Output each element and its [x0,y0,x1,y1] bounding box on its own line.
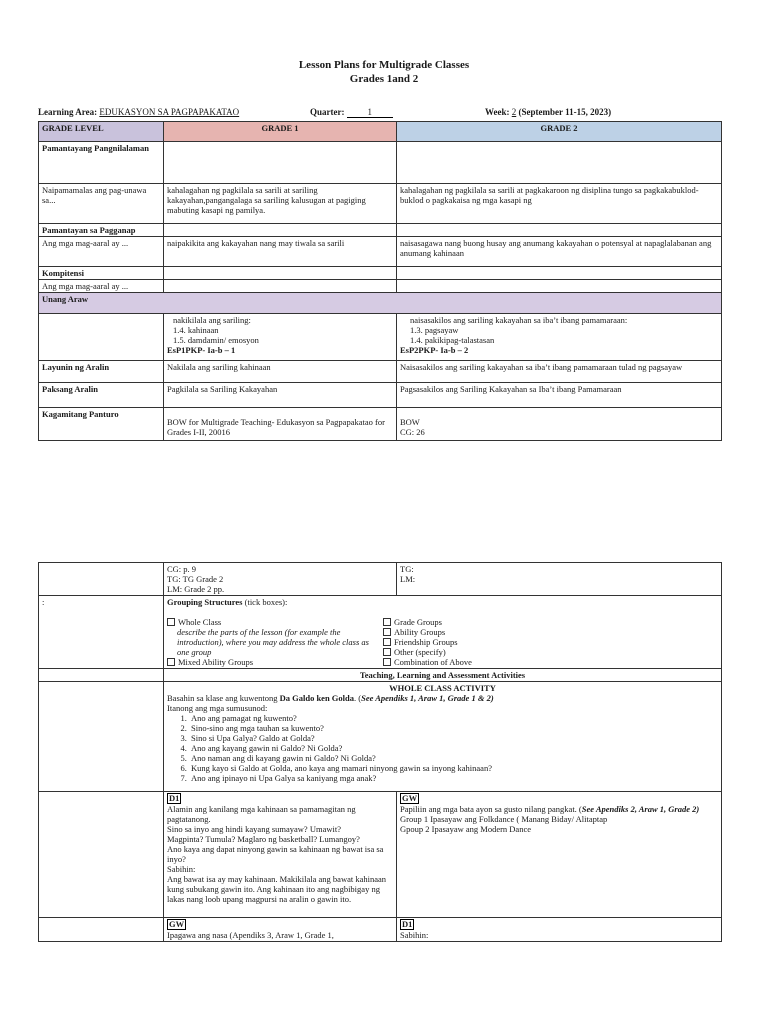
paksang-grade1: Pagkilala sa Sariling Kakayahan [164,383,397,408]
grade1-competency: nakikilala ang sariling: 1.4. kahinaan 1.5. damdamin/ emosyon EsP1PKP- Ia-b – 1 [164,314,397,361]
ability-groups-option[interactable]: Ability Groups [383,627,472,637]
paksang-grade2: Pagsasakilos ang Sariling Kakayahan sa Iba’t ibang Pamamaraan [397,383,722,408]
grouping-structures: Grouping Structures (tick boxes): Whole Class describe the parts of the lesson (for example the introduction), where you may address the whole class as one group Mixed Ability Groups Grade Groups Ability Groups Friendship Groups Other (specify) Combination of Above [164,596,722,669]
layunin-grade1: Nakilala ang sariling kahinaan [164,361,397,383]
pagganap-mag-aaral-label: Ang mga mag-aaral ay ... [39,237,164,267]
week-dates: (September 11-15, 2023) [518,107,612,117]
friendship-groups-option[interactable]: Friendship Groups [383,637,472,647]
lesson-plan-table-2 [38,562,722,942]
grade1-header: GRADE 1 [164,122,397,142]
quarter-value: 1 [347,107,393,118]
list-item: 7. Ano ang ipinayo ni Upa Galya sa kaniyang mga anak? [189,773,718,783]
gw-tag: GW [169,919,185,929]
tla-title: Teaching, Learning and Assessment Activities [164,669,722,682]
lesson-plan-table-1 [38,121,722,441]
grade-groups-option[interactable]: Grade Groups [383,617,472,627]
whole-class-description: describe the parts of the lesson (for example the introduction), where you may address the whole class as one group [177,627,369,657]
learning-area-row [38,107,239,117]
colon-cell: : [39,596,164,669]
mixed-ability-checkbox[interactable] [167,658,175,666]
grade2-competency: naisasakilos ang sariling kakayahan sa iba’t ibang pamamaraan: 1.3. pagsayaw 1.4. pakikipag-talastasan EsP2PKP- Ia-b – 2 [397,314,722,361]
grade2-direct-teaching: D1 Sabihin: [397,918,722,942]
d1-tag: D1 [402,919,413,929]
grade2-competency-code: EsP2PKP- Ia-b – 2 [400,345,469,355]
week-row [485,107,611,117]
list-item: 4. Ano ang kayang gawin ni Galdo? Ni Golda? [189,743,718,753]
references-grade1: CG: p. 9 TG: TG Grade 2 LM: Grade 2 pp. [164,563,397,596]
learning-area-value: EDUKASYON SA PAGPAPAKATAO [99,107,240,117]
mixed-ability-option[interactable]: Mixed Ability Groups [167,657,383,667]
quarter-row [310,107,393,118]
d1-tag: D1 [169,793,180,803]
kompitensi-label: Kompitensi [39,267,164,280]
whole-class-checkbox[interactable] [167,618,175,626]
other-checkbox[interactable] [383,648,391,656]
pamantayang-pangnilalaman-label: Pamantayang Pangnilalaman [39,142,164,184]
week-label: Week: [485,107,510,117]
document-subtitle: Grades 1and 2 [349,73,419,85]
wca-intro: Basahin sa klase ang kuwentong Da Galdo ken Golda. (See Apendiks 1, Araw 1, Grade 1 & 2) [167,693,494,703]
grade1-competency-code: EsP1PKP- Ia-b – 1 [167,345,236,355]
list-item: 2. Sino-sino ang mga tauhan sa kuwento? [189,723,718,733]
grade-groups-checkbox[interactable] [383,618,391,626]
pamantayan-pagganap-label: Pamantayan sa Pagganap [39,224,164,237]
other-option[interactable]: Other (specify) [383,647,472,657]
wca-title: WHOLE CLASS ACTIVITY [389,683,496,693]
naipamamalas-label: Naipamamalas ang pag-unawa sa... [39,184,164,224]
question-list [167,713,718,783]
layunin-grade2: Naisasakilos ang sariling kakayahan sa iba’t ibang pamamaraan tulad ng pagsayaw [397,361,722,383]
gw-tag: GW [402,793,418,803]
grade1-direct-teaching: D1 Alamin ang kanilang mga kahinaan sa pamamagitan ng pagtatanong. Sino sa inyo ang hindi kayang sumayaw? Umawit? Magpinta? Tumula? Maglaro ng basketball? Lumangoy? Ano kaya ang dapat ninyong gawin sa kahinaan ng bawat isa sa inyo? Sabihin: Ang bawat isa ay may kahinaan. Makikilala ang bawat kahinaan kung subukang gawin ito. Ang kahinaan ito ang nagbibigay ng lakas nang loob upang magpursi na aralin o gawin ito. [164,792,397,918]
document-title: Lesson Plans for Multigrade Classes [298,59,470,71]
whole-class-activity [164,682,722,792]
kagamitang-grade2: BOW CG: 26 [397,408,722,441]
friendship-groups-checkbox[interactable] [383,638,391,646]
paksang-aralin-label: Paksang Aralin [39,383,164,408]
references-grade2: TG: LM: [397,563,722,596]
quarter-label: Quarter: [310,107,345,117]
whole-class-option[interactable]: Whole Class [167,617,383,627]
layunin-label: Layunin ng Aralin [39,361,164,383]
pagganap-grade2: naisasagawa nang buong husay ang anumang kakayahan o potensyal at napaglalabanan ang anumang kahinaan [397,237,722,267]
learning-area-label: Learning Area: [38,107,98,117]
list-item: 1. Ano ang pamagat ng kuwento? [189,713,718,723]
week-value: 2 [511,107,517,117]
unang-araw-band: Unang Araw [39,293,722,314]
grade2-group-work: GW Papiliin ang mga bata ayon sa gusto nilang pangkat. (See Apendiks 2, Araw 1, Grade 2) Group 1 Ipasayaw ang Folkdance ( Manang Biday/ Alitaptap Gpoup 2 Ipasayaw ang Modern Dance [397,792,722,918]
naipamamalas-grade2: kahalagahan ng pagkilala sa sarili at pagkakaroon ng disiplina tungo sa pagkakabuklod-buklod o pagkakaisa ng mga kasapi ng [397,184,722,224]
grade1-group-work: GW Ipagawa ang nasa (Apendiks 3, Araw 1, Grade 1, [164,918,397,942]
list-item: 3. Sino si Upa Galya? Galdo at Golda? [189,733,718,743]
pagganap-grade1: naipakikita ang kakayahan nang may tiwala sa sarili [164,237,397,267]
combination-checkbox[interactable] [383,658,391,666]
grade2-header: GRADE 2 [397,122,722,142]
list-item: 6. Kung kayo si Galdo at Golda, ano kaya ang mamari ninyong gawin sa inyong kahinaan? [189,763,718,773]
list-item: 5. Ano naman ang di kayang gawin ni Galdo? Ni Golda? [189,753,718,763]
combination-option[interactable]: Combination of Above [383,657,472,667]
grade-level-header: GRADE LEVEL [39,122,164,142]
kagamitang-grade1: BOW for Multigrade Teaching- Edukasyon sa Pagpapakatao for Grades I-II, 20016 [164,408,397,441]
kompitensi-mag-aaral-label: Ang mga mag-aaral ay ... [39,280,164,293]
kagamitang-label: Kagamitang Panturo [39,408,164,441]
ability-groups-checkbox[interactable] [383,628,391,636]
naipamamalas-grade1: kahalagahan ng pagkilala sa sarili at sariling kakayahan,pangangalaga sa sariling kalusugan at pagiging mabuting kasapi ng pamilya. [164,184,397,224]
wca-ask: Itanong ang mga sumusunod: [167,703,268,713]
